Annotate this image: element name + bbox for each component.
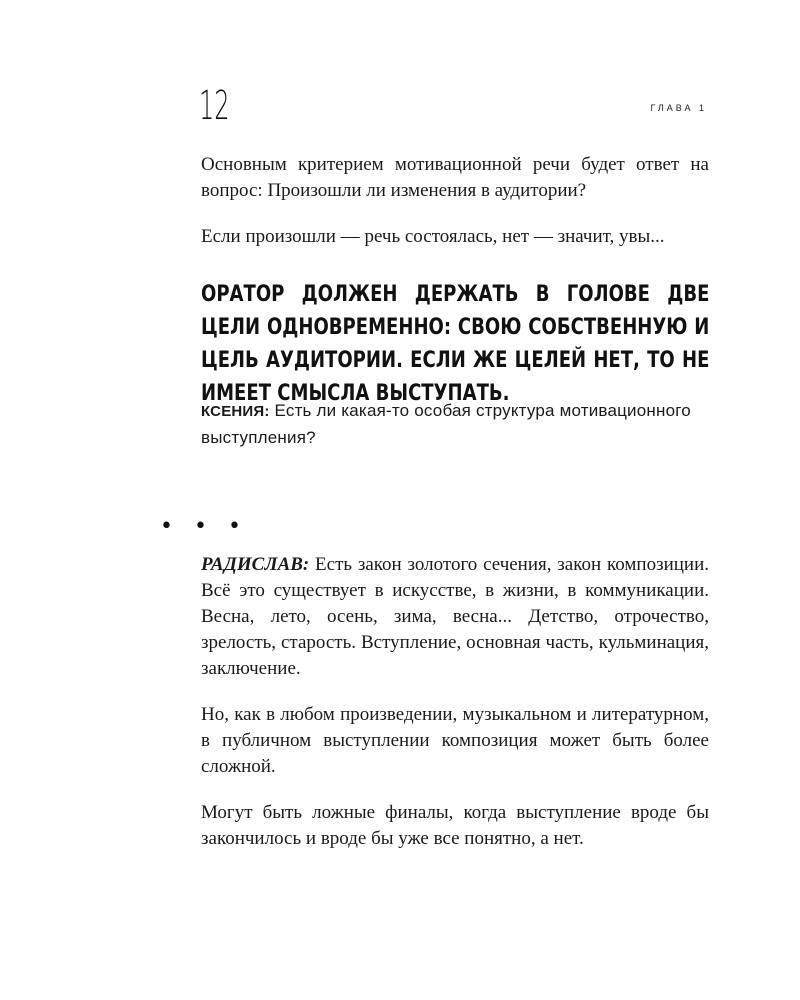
bottom-text-block (201, 552, 709, 872)
answer-text: Есть закон золотого сечения, закон композиции. Всё это существует в искусстве, в жизни, в коммуникации. Весна, лето, осень, зима, весна... Детство, отрочество, зрелость, старость. Вступление, основная часть, кульминация, заключение. (201, 554, 709, 679)
highlight-quote-block (201, 270, 710, 406)
question-speaker: КСЕНИЯ: (201, 403, 270, 420)
page-number: 12 (199, 83, 230, 129)
answer-paragraph (201, 552, 709, 682)
paragraph-criterion: Основным критерием мотивационной речи будет ответ на вопрос: Произошли ли изменения в аудитории? (201, 154, 709, 201)
section-separator: • • • (160, 514, 248, 539)
paragraph-result: Если произошли — речь состоялась, нет — значит, увы... (201, 226, 665, 247)
question-text: Есть ли какая-то особая структура мотивационного выступления? (201, 401, 691, 447)
paragraph-composition: Но, как в любом произведении, музыкальном и литературном, в публичном выступлении композиция может быть более сложной. (201, 704, 709, 777)
highlight-quote: ОРАТОР ДОЛЖЕН ДЕРЖАТЬ В ГОЛОВЕ ДВЕ ЦЕЛИ ОДНОВРЕМЕННО: СВОЮ СОБСТВЕННУЮ И ЦЕЛЬ АУДИТОРИИ. ЕСЛИ ЖЕ ЦЕЛЕЙ НЕТ, ТО НЕ ИМЕЕТ СМЫСЛА ВЫСТУПАТЬ. (201, 282, 710, 406)
top-text-block (201, 152, 709, 451)
answer-speaker: РАДИСЛАВ: (201, 554, 310, 575)
chapter-label: ГЛАВА 1 (650, 103, 707, 113)
paragraph-false-finals: Могут быть ложные финалы, когда выступление вроде бы закончилось и вроде бы уже все понятно, а нет. (201, 802, 709, 849)
